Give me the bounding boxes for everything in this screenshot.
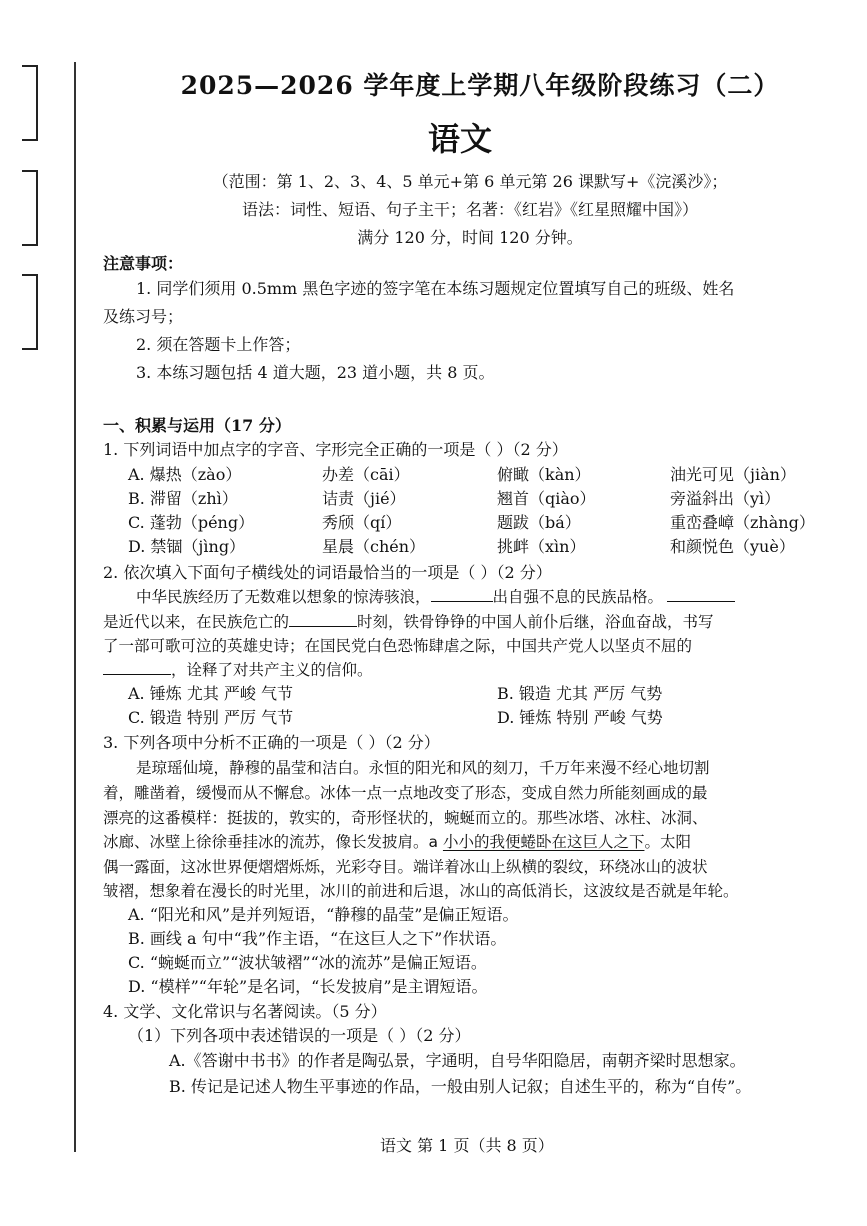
section-1-heading: 一、积累与运用（17 分） xyxy=(103,416,291,435)
q1-option-d-word-3: 挑衅（xìn） xyxy=(497,537,586,556)
q3-passage-line-1: 是琼瑶仙境，静穆的晶莹和洁白。永恒的阳光和风的刻刀，千万年来漫不经心地切割 xyxy=(136,759,710,777)
q3-passage-line-2: 着，雕凿着，缓慢而从不懈怠。冰体一点一点地改变了形态，变成自然力所能刻画成的最 xyxy=(103,784,708,802)
q3-option-a: A. “阳光和风”是并列短语，“静穆的晶莹”是偏正短语。 xyxy=(128,905,519,924)
q1-option-c-word-2: 秀颀（qí） xyxy=(322,513,402,532)
q2-stem: 2. 依次填入下面句子横线处的词语最恰当的一项是（ ）（2 分） xyxy=(103,563,552,582)
notice-heading: 注意事项： xyxy=(103,254,184,273)
q2-option-a: A. 锤炼 尤其 严峻 气节 xyxy=(128,684,293,703)
q1-option-c-word-3: 题跋（bá） xyxy=(497,513,581,532)
q2-option-b: B. 锻造 尤其 严厉 气势 xyxy=(497,684,663,703)
q2-passage-line-4: ，诠释了对共产主义的信仰。 xyxy=(103,658,373,682)
notice-item-1-cont: 及练习号； xyxy=(103,307,184,326)
q2-passage-line-1: 中华民族经历了无数难以想象的惊涛骇浪， 出自强不息的民族品格。 xyxy=(136,585,735,609)
q4-sub1-option-b: B. 传记是记述人物生平事迹的作品，一般由别人记叙；自述生平的，称为“自传”。 xyxy=(169,1077,752,1096)
q1-option-b-word-1: B. 滞留（zhì） xyxy=(128,489,238,508)
page-footer: 语文 第 1 页（共 8 页） xyxy=(380,1136,554,1155)
notice-item-2: 2. 须在答题卡上作答； xyxy=(136,335,301,354)
q3-passage-line-3: 漂亮的这番模样：挺拔的，敦实的，奇形怪状的，蜿蜒而立的。那些冰塔、冰柱、冰洞、 xyxy=(103,809,708,827)
q1-option-c-word-4: 重峦叠嶂（zhàng） xyxy=(670,513,815,532)
q3-option-d: D. “模样”“年轮”是名词，“长发披肩”是主谓短语。 xyxy=(128,977,488,996)
q1-option-b-word-3: 翘首（qiào） xyxy=(497,489,596,508)
binding-bracket-middle xyxy=(22,170,38,246)
q1-option-a-word-1: A. 爆热（zào） xyxy=(128,465,242,484)
binding-margin-line xyxy=(74,62,76,1152)
q2-option-d: D. 锤炼 特别 严峻 气势 xyxy=(497,708,663,727)
q3-option-c: C. “蜿蜒而立”“波状皱褶”“冰的流苏”是偏正短语。 xyxy=(128,953,487,972)
q3-underlined-sentence-a: 小小的我便蜷卧在这巨人之下 xyxy=(442,833,645,851)
notice-item-3: 3. 本练习题包括 4 道大题，23 道小题，共 8 页。 xyxy=(136,363,495,382)
q2-passage-line-3: 了一部可歌可泣的英雄史诗；在国民党白色恐怖肆虐之际，中国共产党人以坚贞不屈的 xyxy=(103,637,693,655)
q2-blank-2 xyxy=(667,587,735,602)
q3-passage-line-5: 偶一露面，这冰世界便熠熠烁烁，光彩夺目。端详着冰山上纵横的裂纹，环绕冰山的波状 xyxy=(103,858,708,876)
q1-option-a-word-3: 俯瞰（kàn） xyxy=(497,465,591,484)
exam-scope-line-2: 语法：词性、短语、句子主干；名著：《红岩》《红星照耀中国》） xyxy=(241,200,698,219)
q1-option-b-word-4: 旁溢斜出（yì） xyxy=(670,489,781,508)
notice-item-1: 1. 同学们须用 0.5mm 黑色字迹的签字笔在本练习题规定位置填写自己的班级、姓名 xyxy=(136,279,735,298)
q2-option-c: C. 锻造 特别 严厉 气节 xyxy=(128,708,294,727)
exam-scope-line-3: 满分 120 分，时间 120 分钟。 xyxy=(357,228,583,247)
q4-stem: 4. 文学、文化常识与名著阅读。（5 分） xyxy=(103,1002,387,1021)
q2-blank-1 xyxy=(431,587,493,602)
q1-option-b-word-2: 诘责（jié） xyxy=(322,489,406,508)
q3-option-b: B. 画线 a 句中“我”作主语，“在这巨人之下”作状语。 xyxy=(128,929,507,948)
q1-option-d-word-4: 和颜悦色（yuè） xyxy=(670,537,795,556)
q4-sub1-stem: （1）下列各项中表述错误的一项是（ ）（2 分） xyxy=(128,1026,471,1045)
q1-option-d-word-2: 星晨（chén） xyxy=(322,537,426,556)
q2-blank-3 xyxy=(289,612,357,627)
q1-stem: 1. 下列词语中加点字的字音、字形完全正确的一项是（ ）（2 分） xyxy=(103,440,568,459)
q3-stem: 3. 下列各项中分析不正确的一项是（ ）（2 分） xyxy=(103,733,440,752)
q3-passage-line-4: 冰廊、冰壁上徐徐垂挂冰的流苏，像长发披肩。a 小小的我便蜷卧在这巨人之下。太阳 xyxy=(103,833,691,851)
binding-bracket-bottom xyxy=(22,274,38,350)
binding-bracket-top xyxy=(22,65,38,141)
q1-option-a-word-2: 办差（cāi） xyxy=(322,465,410,484)
q1-option-a-word-4: 油光可见（jiàn） xyxy=(670,465,796,484)
q3-passage-line-6: 皱褶，想象着在漫长的时光里，冰川的前进和后退，冰山的高低消长，这波纹是否就是年轮。 xyxy=(103,882,739,900)
q1-option-c-word-1: C. 蓬勃（péng） xyxy=(128,513,255,532)
exam-title: 2025—2026 学年度上学期八年级阶段练习（二） xyxy=(180,71,780,100)
q2-passage-line-2: 是近代以来，在民族危亡的 时刻，铁骨铮铮的中国人前仆后继，浴血奋战，书写 xyxy=(103,613,714,631)
exam-scope-line-1: （范围：第 1、2、3、4、5 单元+第 6 单元第 26 课默写+《浣溪沙》； xyxy=(212,172,728,191)
q2-blank-4 xyxy=(103,660,171,675)
q1-option-d-word-1: D. 禁锢（jìng） xyxy=(128,537,246,556)
q4-sub1-option-a: A.《答谢中书书》的作者是陶弘景，字通明，自号华阳隐居，南朝齐梁时思想家。 xyxy=(169,1051,746,1070)
exam-subject: 语文 xyxy=(427,120,492,158)
